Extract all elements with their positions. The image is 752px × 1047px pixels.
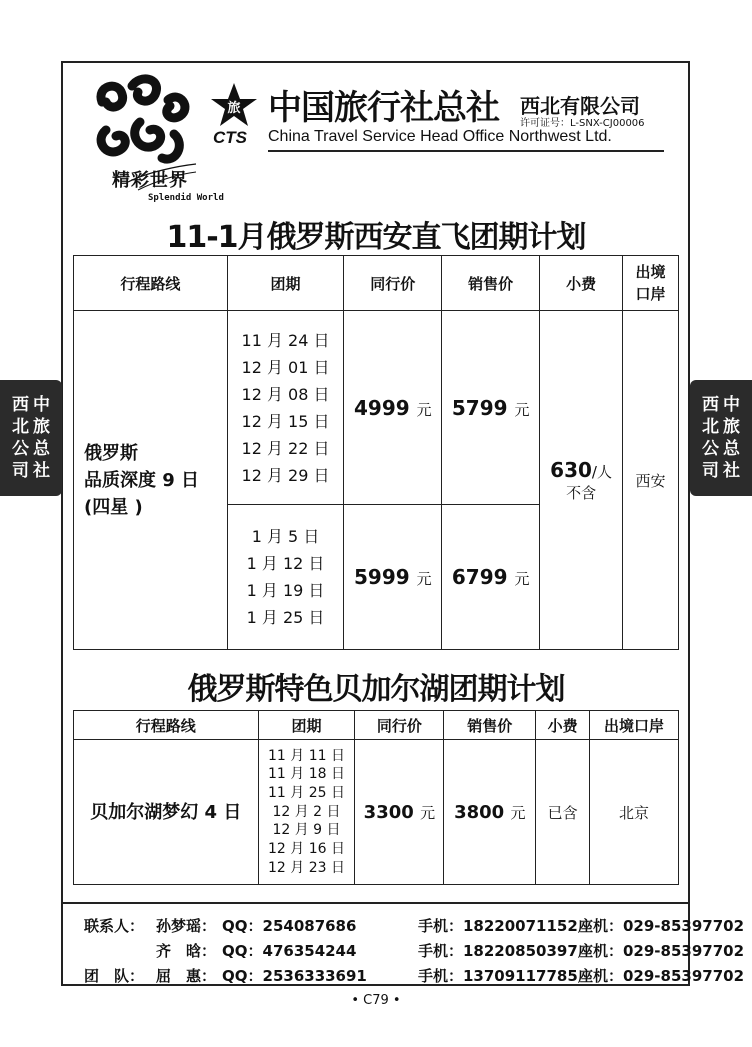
- side-char: 旅: [723, 417, 740, 437]
- column-header: 出境口岸: [590, 711, 679, 740]
- cts-star-icon: [210, 82, 258, 128]
- tip-cell: [540, 311, 623, 650]
- contact-phone: 座机：029-85397702: [578, 917, 745, 935]
- contact-row: [84, 939, 744, 964]
- date-item: 12 月 16 日: [268, 841, 345, 858]
- date-item: 12 月 15 日: [241, 411, 330, 431]
- column-header: 行程路线: [74, 711, 259, 740]
- tip-amount: 630: [550, 457, 592, 482]
- table1-title: 11-1月俄罗斯西安直飞团期计划: [166, 220, 586, 255]
- table-row: [74, 740, 679, 885]
- date-item: 1 月 19 日: [246, 581, 325, 600]
- side-char: 公: [702, 439, 719, 459]
- side-char: 西: [702, 395, 719, 415]
- contact-mobile: 手机：18220071152: [418, 917, 578, 935]
- contact-phone: 座机：029-85397702: [578, 967, 745, 985]
- cts-star-char: 旅: [227, 101, 241, 116]
- date-item: 12 月 23 日: [268, 859, 345, 876]
- route-line: 俄罗斯: [84, 442, 138, 464]
- contact-phone: 座机：029-85397702: [578, 942, 745, 960]
- contact-role: 联系人：: [84, 917, 145, 935]
- date-item: 12 月 01 日: [241, 357, 330, 377]
- contact-mobile: 手机：18220850397: [418, 942, 578, 960]
- route-line: 品质深度 9 日: [84, 469, 200, 491]
- side-char: 司: [12, 461, 29, 481]
- side-char: 社: [33, 461, 50, 481]
- sale-price-cell: [444, 740, 536, 885]
- company-name-cn: 中国旅行社总社: [268, 88, 499, 128]
- date-item: 1 月 25 日: [246, 608, 325, 627]
- contact-qq: QQ：2536333691: [222, 967, 367, 985]
- tip-cell: 已含: [536, 740, 590, 885]
- column-header: 小费: [540, 256, 623, 311]
- company-name-en: China Travel Service Head Office Northwest Ltd.: [268, 128, 612, 145]
- currency-unit: 元: [416, 400, 432, 419]
- port-header: 出境口岸: [635, 263, 666, 303]
- sale-price: 5799: [451, 395, 508, 420]
- currency-unit: 元: [420, 803, 436, 822]
- side-char: 总: [33, 439, 50, 459]
- date-item: 11 月 18 日: [268, 766, 345, 783]
- currency-unit: 元: [416, 570, 432, 588]
- contact-role: [84, 939, 156, 964]
- license-number: 许可证号：L-SNX-CJ00006: [520, 118, 645, 129]
- contact-row: [84, 914, 744, 939]
- contact-row: [84, 964, 744, 989]
- route-line: (四星 ): [84, 496, 143, 518]
- date-item: 1 月 5 日: [251, 527, 320, 546]
- tour-schedule-table-2: [73, 710, 679, 885]
- side-char: 旅: [33, 417, 50, 437]
- side-tab-col-2: [723, 394, 740, 496]
- side-char: 社: [723, 461, 740, 481]
- column-header: 行程路线: [74, 256, 228, 311]
- side-char: 公: [12, 439, 29, 459]
- route-cell: [74, 311, 228, 650]
- dates-cell: [227, 505, 344, 650]
- column-header: 销售价: [444, 711, 536, 740]
- peer-price-cell: [344, 311, 442, 505]
- date-item: 12 月 2 日: [272, 803, 341, 820]
- column-header: 团期: [227, 256, 344, 311]
- page-number: • C79 •: [351, 993, 401, 1008]
- table2-title: 俄罗斯特色贝加尔湖团期计划: [187, 672, 565, 707]
- side-tab-right: [690, 380, 752, 496]
- table-header-row: [74, 711, 679, 740]
- logo-cn-text: 精彩世界: [112, 170, 188, 191]
- date-item: 11 月 24 日: [241, 330, 330, 350]
- date-item: 12 月 29 日: [241, 465, 330, 485]
- peer-price-cell: [344, 505, 442, 650]
- peer-price: 5999: [353, 565, 410, 589]
- date-item: 12 月 9 日: [272, 822, 341, 839]
- dates-cell: [227, 311, 344, 505]
- date-item: 12 月 08 日: [241, 384, 330, 404]
- tour-schedule-table-1: [73, 255, 679, 650]
- dates-cell: [258, 740, 355, 885]
- port-cell: 西安: [623, 311, 679, 650]
- side-char: 中: [33, 395, 50, 415]
- footer-divider: [63, 902, 688, 904]
- side-char: 司: [702, 461, 719, 481]
- sale-price-cell: [442, 311, 540, 505]
- peer-price: 4999: [353, 395, 410, 420]
- column-header: [623, 256, 679, 311]
- table-row: [74, 311, 679, 505]
- date-item: 12 月 22 日: [241, 438, 330, 458]
- contact-name: 孙梦瑶：: [156, 917, 217, 935]
- cts-label: CTS: [213, 128, 247, 147]
- sale-price: 3800: [454, 801, 505, 823]
- side-tab-col-1: [702, 394, 719, 496]
- contact-qq: QQ：476354244: [222, 942, 357, 960]
- currency-unit: 元: [510, 803, 526, 822]
- column-header: 同行价: [355, 711, 444, 740]
- logo-en-text: Splendid World: [148, 193, 224, 203]
- contact-name: 齐 晗：: [156, 942, 217, 960]
- side-char: 中: [723, 395, 740, 415]
- company-branch: 西北有限公司: [520, 94, 640, 118]
- route-cell: 贝加尔湖梦幻 4 日: [74, 740, 259, 885]
- header-divider: [268, 150, 664, 152]
- peer-price: 3300: [363, 801, 414, 823]
- sale-price-cell: [442, 505, 540, 650]
- contact-role: 团 队：: [84, 967, 145, 985]
- column-header: 同行价: [344, 256, 442, 311]
- contact-qq: QQ：254087686: [222, 917, 357, 935]
- side-char: 西: [12, 395, 29, 415]
- port-cell: 北京: [590, 740, 679, 885]
- currency-unit: 元: [514, 400, 530, 419]
- column-header: 小费: [536, 711, 590, 740]
- contact-name: 屈 惠：: [156, 967, 217, 985]
- sale-price: 6799: [451, 565, 508, 589]
- tip-note: 不含: [566, 483, 597, 502]
- peer-price-cell: [355, 740, 444, 885]
- side-tab-left: [0, 380, 62, 496]
- column-header: 团期: [258, 711, 355, 740]
- date-item: 1 月 12 日: [246, 554, 325, 573]
- tip-unit: /人: [591, 462, 612, 481]
- date-item: 11 月 25 日: [268, 784, 345, 801]
- contact-mobile: 手机：13709117785: [418, 967, 578, 985]
- date-item: 11 月 11 日: [268, 747, 345, 764]
- side-char: 北: [702, 417, 719, 437]
- side-tab-col-1: [12, 394, 29, 496]
- column-header: 销售价: [442, 256, 540, 311]
- side-char: 总: [723, 439, 740, 459]
- tip-amount-line: [540, 458, 622, 482]
- side-char: 北: [12, 417, 29, 437]
- contact-list: [84, 914, 744, 989]
- currency-unit: 元: [514, 570, 530, 588]
- table-header-row: [74, 256, 679, 311]
- side-tab-col-2: [33, 394, 50, 496]
